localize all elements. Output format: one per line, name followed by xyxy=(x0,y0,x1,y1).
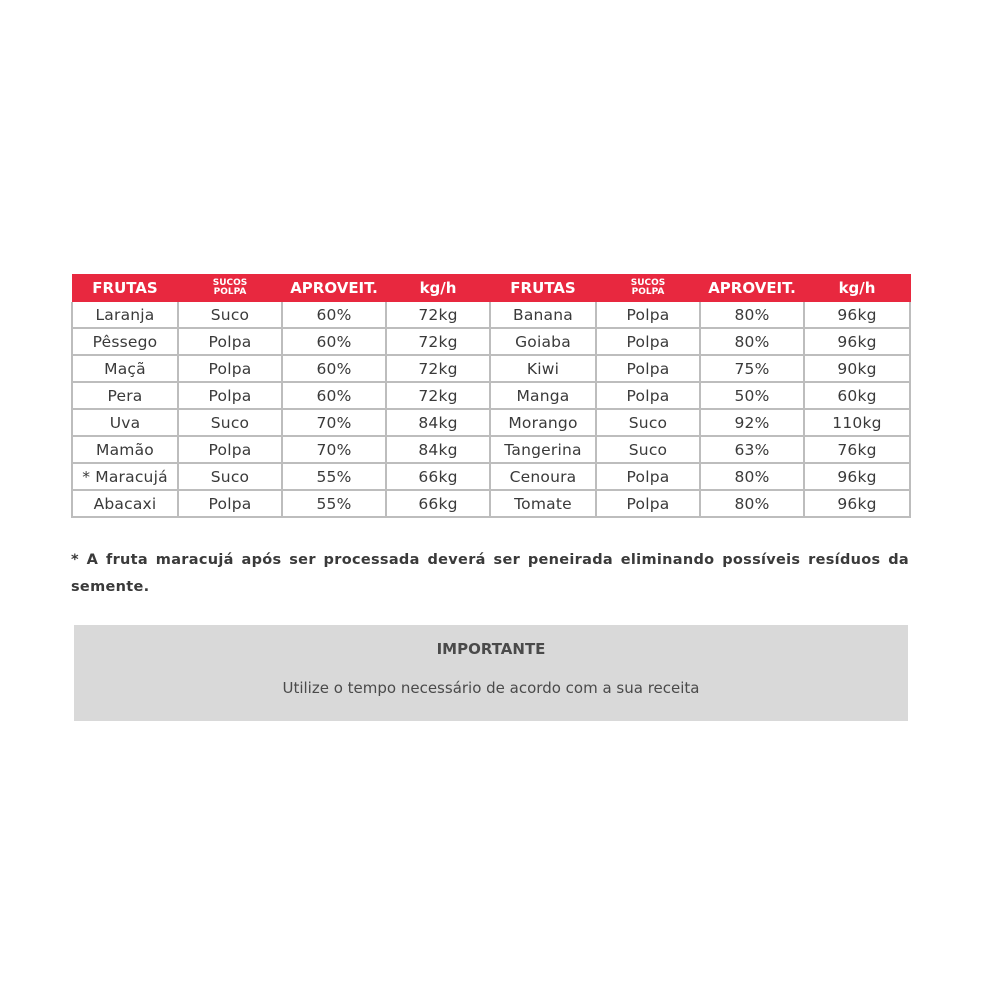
cell-rate-right: 60kg xyxy=(804,382,910,409)
cell-yield-right: 80% xyxy=(700,490,804,517)
cell-type-left: Suco xyxy=(178,463,282,490)
cell-fruit-left: Abacaxi xyxy=(72,490,178,517)
cell-fruit-right: Kiwi xyxy=(490,355,596,382)
table-row xyxy=(72,463,910,490)
header-sucos-right: SUCOS xyxy=(630,277,666,288)
cell-fruit-left: Pera xyxy=(72,382,178,409)
cell-fruit-left: Maçã xyxy=(72,355,178,382)
cell-yield-right: 80% xyxy=(700,302,804,328)
table-row xyxy=(72,409,910,436)
cell-type-right: Polpa xyxy=(596,328,700,355)
cell-type-left: Polpa xyxy=(178,355,282,382)
cell-yield-left: 55% xyxy=(282,463,386,490)
cell-type-right: Polpa xyxy=(596,382,700,409)
table-row xyxy=(72,355,910,382)
cell-yield-left: 70% xyxy=(282,409,386,436)
cell-yield-right: 92% xyxy=(700,409,804,436)
header-aproveit-right: APROVEIT. xyxy=(700,274,804,302)
header-frutas-left: FRUTAS xyxy=(72,274,178,302)
cell-type-right: Suco xyxy=(596,409,700,436)
fruit-yield-table xyxy=(71,274,911,518)
cell-type-left: Suco xyxy=(178,409,282,436)
header-kgh-right: kg/h xyxy=(804,274,910,302)
cell-yield-left: 60% xyxy=(282,355,386,382)
cell-yield-right: 63% xyxy=(700,436,804,463)
cell-rate-left: 72kg xyxy=(386,355,490,382)
cell-type-right: Polpa xyxy=(596,490,700,517)
cell-fruit-left: * Maracujá xyxy=(72,463,178,490)
cell-rate-right: 90kg xyxy=(804,355,910,382)
header-polpa-left: POLPA xyxy=(213,286,247,297)
cell-yield-right: 50% xyxy=(700,382,804,409)
header-sucos-left: SUCOS xyxy=(212,277,248,288)
table-row xyxy=(72,382,910,409)
cell-type-left: Polpa xyxy=(178,328,282,355)
cell-type-left: Polpa xyxy=(178,490,282,517)
cell-rate-left: 66kg xyxy=(386,463,490,490)
cell-fruit-right: Goiaba xyxy=(490,328,596,355)
cell-type-left: Polpa xyxy=(178,382,282,409)
cell-rate-left: 72kg xyxy=(386,382,490,409)
header-frutas-right: FRUTAS xyxy=(490,274,596,302)
cell-type-left: Polpa xyxy=(178,436,282,463)
header-sucos-polpa-left xyxy=(178,274,282,302)
cell-fruit-right: Morango xyxy=(490,409,596,436)
cell-fruit-left: Mamão xyxy=(72,436,178,463)
cell-fruit-right: Tangerina xyxy=(490,436,596,463)
header-row xyxy=(72,274,910,302)
cell-fruit-left: Pêssego xyxy=(72,328,178,355)
cell-fruit-right: Manga xyxy=(490,382,596,409)
cell-rate-right: 76kg xyxy=(804,436,910,463)
cell-yield-right: 75% xyxy=(700,355,804,382)
cell-fruit-left: Laranja xyxy=(72,302,178,328)
cell-type-right: Polpa xyxy=(596,302,700,328)
cell-fruit-right: Cenoura xyxy=(490,463,596,490)
cell-yield-left: 55% xyxy=(282,490,386,517)
notice-title: IMPORTANTE xyxy=(436,640,546,658)
cell-fruit-left: Uva xyxy=(72,409,178,436)
maracuja-footnote: * A fruta maracujá após ser processada deverá ser peneirada eliminando possíveis resíduos da semente. xyxy=(71,552,909,595)
cell-yield-right: 80% xyxy=(700,463,804,490)
cell-yield-left: 70% xyxy=(282,436,386,463)
header-kgh-left: kg/h xyxy=(386,274,490,302)
cell-type-left: Suco xyxy=(178,302,282,328)
cell-rate-left: 84kg xyxy=(386,436,490,463)
cell-rate-right: 110kg xyxy=(804,409,910,436)
table-header xyxy=(72,274,910,302)
table-row xyxy=(72,436,910,463)
cell-rate-left: 72kg xyxy=(386,302,490,328)
cell-type-right: Polpa xyxy=(596,463,700,490)
cell-type-right: Suco xyxy=(596,436,700,463)
cell-rate-right: 96kg xyxy=(804,463,910,490)
header-aproveit-left: APROVEIT. xyxy=(282,274,386,302)
table-row xyxy=(72,490,910,517)
cell-yield-left: 60% xyxy=(282,328,386,355)
notice-text: Utilize o tempo necessário de acordo com a sua receita xyxy=(282,679,700,697)
cell-yield-left: 60% xyxy=(282,382,386,409)
important-notice-box xyxy=(74,625,908,721)
cell-rate-right: 96kg xyxy=(804,490,910,517)
cell-fruit-right: Banana xyxy=(490,302,596,328)
cell-rate-right: 96kg xyxy=(804,302,910,328)
table-row xyxy=(72,328,910,355)
table-row xyxy=(72,302,910,328)
cell-rate-left: 84kg xyxy=(386,409,490,436)
cell-rate-left: 72kg xyxy=(386,328,490,355)
cell-type-right: Polpa xyxy=(596,355,700,382)
table-body xyxy=(72,302,910,517)
cell-fruit-right: Tomate xyxy=(490,490,596,517)
cell-yield-right: 80% xyxy=(700,328,804,355)
header-sucos-polpa-right xyxy=(596,274,700,302)
cell-rate-right: 96kg xyxy=(804,328,910,355)
cell-rate-left: 66kg xyxy=(386,490,490,517)
header-polpa-right: POLPA xyxy=(631,286,665,297)
cell-yield-left: 60% xyxy=(282,302,386,328)
